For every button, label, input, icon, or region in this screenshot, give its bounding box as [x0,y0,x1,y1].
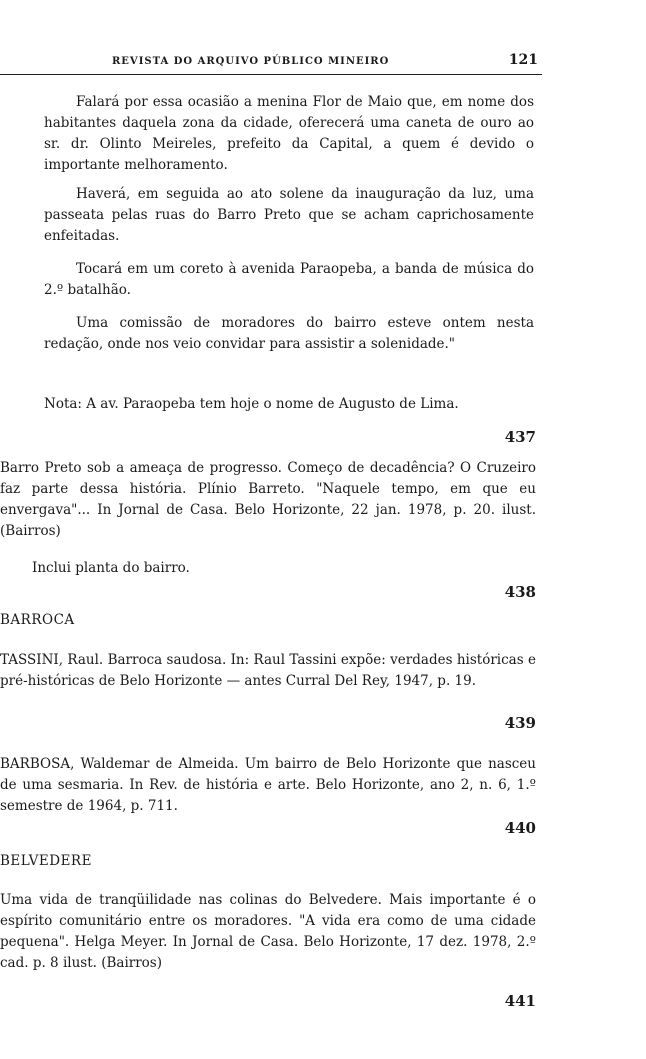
entry-number-437: 437 [504,428,536,446]
entry-number-441: 441 [504,992,536,1010]
running-header [0,52,542,75]
journal-title: REVISTA DO ARQUIVO PÚBLICO MINEIRO [112,56,390,67]
quote-paragraph-4: Uma comissão de moradores do bairro esteve ontem nesta redação, onde nos veio convidar para assistir a solenidade." [44,315,534,352]
entry-438-note: Inclui planta do bairro. [32,560,190,576]
page-number: 121 [508,52,538,68]
quote-paragraph-3: Tocará em um coreto à avenida Paraopeba, a banda de música do 2.º batalhão. [44,261,534,298]
editorial-note: Nota: A av. Paraopeba tem hoje o nome de Augusto de Lima. [44,396,459,412]
entry-441-text: Uma vida de tranqüilidade nas colinas do Belvedere. Mais importante é o espírito comunitário entre os moradores. "A vida era como de uma cidade pequena". Helga Meyer. In Jornal de Casa. Belo Horizonte, 17 dez. 1978, 2.º cad. p. 8 ilust. (Bairros) [0,892,536,971]
section-heading-belvedere: BELVEDERE [0,853,92,869]
entry-439-text: TASSINI, Raul. Barroca saudosa. In: Raul Tassini expõe: verdades históricas e pré-históricas de Belo Horizonte — antes Curral Del Rey, 1947, p. 19. [0,652,536,689]
entry-number-439: 439 [504,714,536,732]
entry-number-440: 440 [504,819,536,837]
quote-paragraph-2: Haverá, em seguida ao ato solene da inauguração da luz, uma passeata pelas ruas do Barro Preto que se acham caprichosamente enfeitadas. [44,186,534,244]
entry-number-438: 438 [504,583,536,601]
entry-440-text: BARBOSA, Waldemar de Almeida. Um bairro de Belo Horizonte que nasceu de uma sesmaria. In Rev. de história e arte. Belo Horizonte, ano 2, n. 6, 1.º semestre de 1964, p. 711. [0,756,536,814]
entry-438-text: Barro Preto sob a ameaça de progresso. Começo de decadência? O Cruzeiro faz parte dessa história. Plínio Barreto. "Naquele tempo, em que eu envergava"... In Jornal de Casa. Belo Horizonte, 22 jan. 1978, p. 20. ilust. (Bairros) [0,460,536,539]
quote-paragraph-1: Falará por essa ocasião a menina Flor de Maio que, em nome dos habitantes daquela zona da cidade, oferecerá uma caneta de ouro ao sr. dr. Olinto Meireles, prefeito da Capital, a quem é devido o importante melhoramento. [44,94,534,173]
section-heading-barroca: BARROCA [0,612,75,628]
